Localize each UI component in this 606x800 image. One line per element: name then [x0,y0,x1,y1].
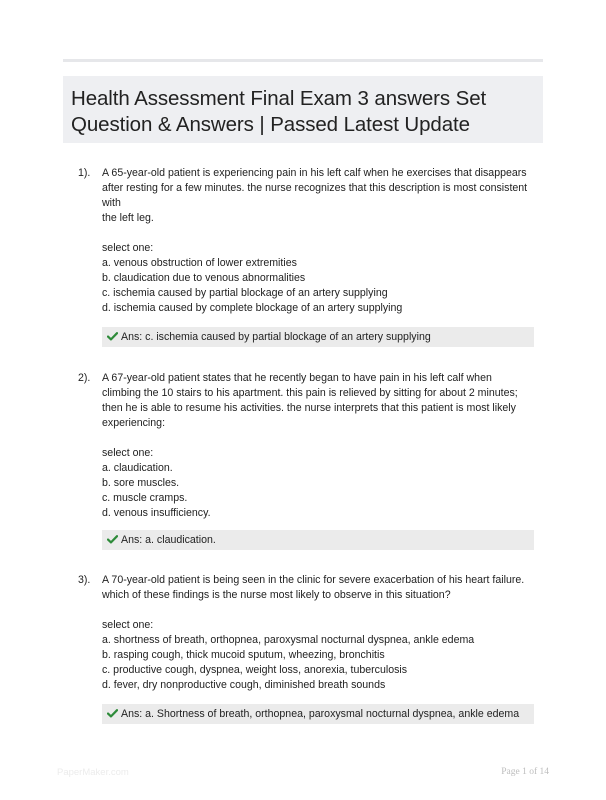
answer-option: a. shortness of breath, orthopnea, paroxysmal nocturnal dyspnea, ankle edema [102,634,475,646]
answer-box [102,530,534,550]
answer-text: Ans: a. Shortness of breath, orthopnea, paroxysmal nocturnal dyspnea, ankle edema [121,708,520,720]
answer-option: d. fever, dry nonproductive cough, diminished breath sounds [102,679,386,691]
checkmark-icon [107,535,118,544]
question-body [102,371,542,521]
answer-option: d. venous insufficiency. [102,507,211,519]
question-body [102,573,542,693]
title-line: Health Assessment Final Exam 3 answers Set [71,87,487,110]
answer-option: b. rasping cough, thick mucoid sputum, wheezing, bronchitis [102,649,385,661]
question-stem-line: A 65-year-old patient is experiencing pain in his left calf when he exercises that disappears [102,167,527,179]
question-stem-line: with [102,197,121,209]
checkmark-icon [107,709,118,718]
question-stem-line: which of these findings is the nurse most likely to observe in this situation? [102,589,451,601]
question-stem-line: the left leg. [102,212,154,224]
select-prompt: select one: [102,447,154,459]
question-stem-line: experiencing: [102,417,166,429]
select-prompt: select one: [102,242,154,254]
document-title [63,76,543,143]
answer-option: c. productive cough, dyspnea, weight loss, anorexia, tuberculosis [102,664,408,676]
question-stem-line: A 67-year-old patient states that he recently began to have pain in his left calf when [102,372,492,384]
question-stem-line: after resting for a few minutes. the nurse recognizes that this description is most consistent [102,182,528,194]
answer-option: c. ischemia caused by partial blockage of an artery supplying [102,287,388,299]
answer-option: b. claudication due to venous abnormalities [102,272,306,284]
title-line: Question & Answers | Passed Latest Update [71,113,470,136]
answer-text: Ans: a. claudication. [121,534,216,546]
question-number: 3). [78,574,91,586]
footer-watermark: PaperMaker.com [57,767,129,778]
answer-box [102,704,534,724]
question-stem-line: then he is able to resume his activities. the nurse interprets that this patient is most likely [102,402,516,414]
question-body [102,166,542,316]
answer-option: a. claudication. [102,462,173,474]
answer-box [102,327,534,347]
select-prompt: select one: [102,619,154,631]
question-number: 1). [78,167,91,179]
question-stem-line: climbing the 10 stairs to his apartment. this pain is relieved by sitting for about 2 minutes; [102,387,518,399]
answer-option: a. venous obstruction of lower extremities [102,257,297,269]
question-stem-line: A 70-year-old patient is being seen in the clinic for severe exacerbation of his heart failure. [102,574,525,586]
answer-text: Ans: c. ischemia caused by partial blockage of an artery supplying [121,331,431,343]
checkmark-icon [107,332,118,341]
answer-option: c. muscle cramps. [102,492,188,504]
question-number: 2). [78,372,91,384]
answer-option: d. ischemia caused by complete blockage of an artery supplying [102,302,403,314]
page-number: Page 1 of 14 [501,767,549,777]
top-divider [63,59,543,62]
answer-option: b. sore muscles. [102,477,180,489]
